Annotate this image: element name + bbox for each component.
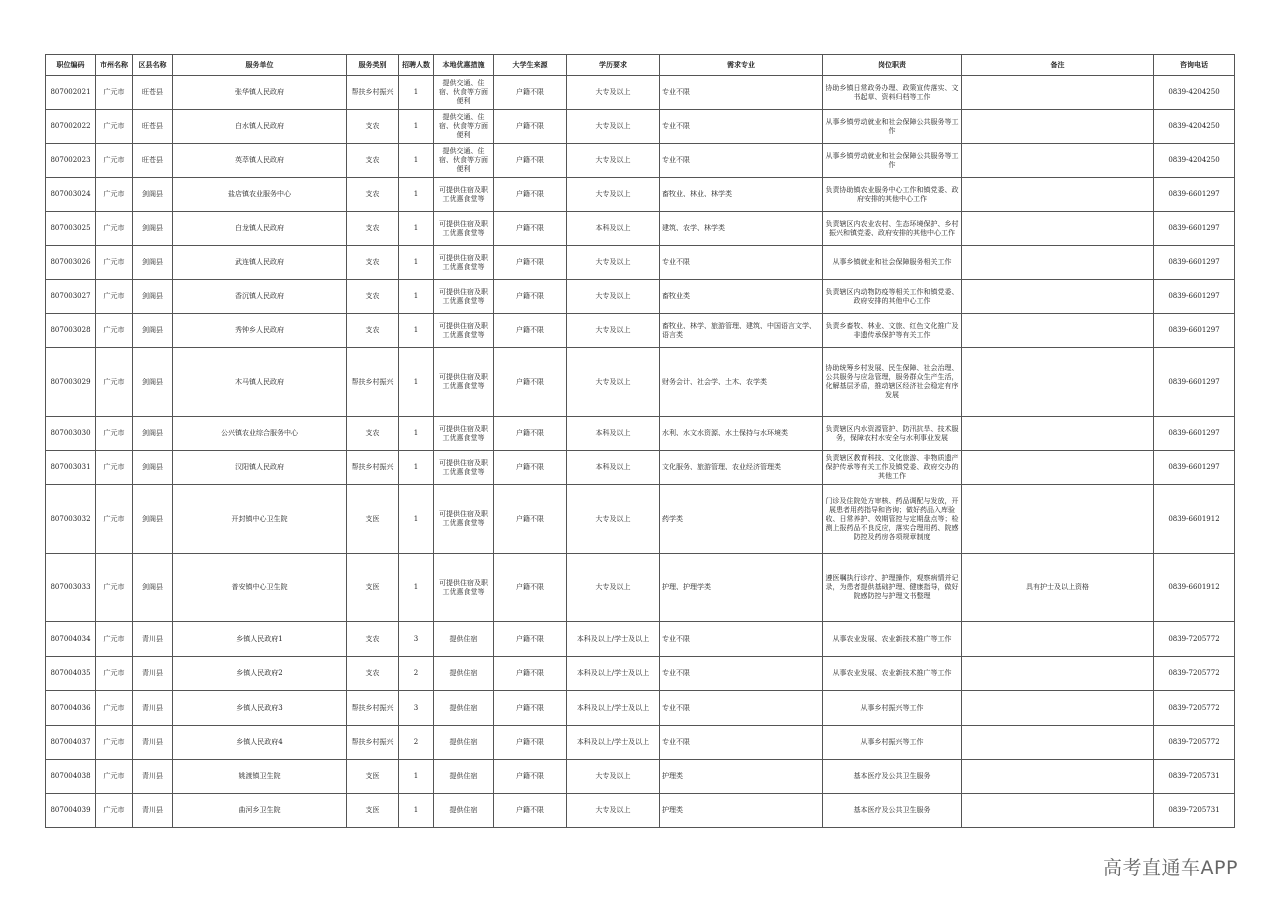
cell-duties: 门诊及住院处方审核、药品调配与发放，开展患者用药指导和咨询；做好药品入库验收、日常养护、效期管控与定期盘点等；检测上报药品不良反应，落实合理用药、院感防控及药房各项规章制度 [823, 485, 962, 554]
cell-service-unit: 乡镇人民政府1 [173, 622, 347, 657]
cell-major: 药学类 [660, 485, 823, 554]
cell-headcount: 3 [399, 691, 434, 726]
cell-duties: 从事乡村振兴等工作 [823, 726, 962, 760]
cell-remarks [962, 417, 1154, 451]
column-header-service-unit: 服务单位 [173, 55, 347, 76]
cell-county: 剑阁县 [133, 348, 173, 417]
cell-city: 广元市 [96, 178, 133, 212]
cell-city: 广元市 [96, 657, 133, 691]
cell-phone: 0839-6601297 [1154, 280, 1235, 314]
cell-headcount: 1 [399, 485, 434, 554]
cell-county: 剑阁县 [133, 485, 173, 554]
cell-major: 专业不限 [660, 691, 823, 726]
cell-headcount: 1 [399, 280, 434, 314]
table-header-row [46, 55, 1235, 76]
cell-phone: 0839-6601297 [1154, 246, 1235, 280]
cell-county: 青川县 [133, 691, 173, 726]
cell-remarks [962, 691, 1154, 726]
cell-duties: 负责辖区内水资源管护、防汛抗旱、技术服务，保障农村水安全与水利事业发展 [823, 417, 962, 451]
cell-service-unit: 张华镇人民政府 [173, 76, 347, 110]
cell-service-unit: 武连镇人民政府 [173, 246, 347, 280]
cell-remarks [962, 348, 1154, 417]
cell-service-unit: 乡镇人民政府2 [173, 657, 347, 691]
cell-major: 专业不限 [660, 76, 823, 110]
cell-education: 大专及以上 [567, 76, 660, 110]
cell-local-benefits: 可提供住宿及职工优惠食堂等 [434, 280, 494, 314]
table-row [46, 726, 1235, 760]
cell-county: 剑阁县 [133, 280, 173, 314]
cell-education: 本科及以上 [567, 451, 660, 485]
cell-position-code: 807003031 [46, 451, 96, 485]
cell-student-source: 户籍不限 [494, 794, 567, 828]
cell-service-unit: 曲河乡卫生院 [173, 794, 347, 828]
cell-position-code: 807003028 [46, 314, 96, 348]
cell-student-source: 户籍不限 [494, 451, 567, 485]
cell-remarks [962, 110, 1154, 144]
cell-duties: 基本医疗及公共卫生服务 [823, 760, 962, 794]
cell-phone: 0839-6601297 [1154, 314, 1235, 348]
cell-county: 旺苍县 [133, 144, 173, 178]
cell-city: 广元市 [96, 726, 133, 760]
cell-phone: 0839-7205772 [1154, 657, 1235, 691]
cell-position-code: 807003030 [46, 417, 96, 451]
cell-headcount: 1 [399, 760, 434, 794]
cell-student-source: 户籍不限 [494, 485, 567, 554]
cell-local-benefits: 可提供住宿及职工优惠食堂等 [434, 212, 494, 246]
cell-major: 专业不限 [660, 726, 823, 760]
cell-position-code: 807004036 [46, 691, 96, 726]
cell-service-unit: 盐店镇农业服务中心 [173, 178, 347, 212]
cell-county: 剑阁县 [133, 246, 173, 280]
cell-major: 护理类 [660, 794, 823, 828]
cell-city: 广元市 [96, 348, 133, 417]
cell-education: 大专及以上 [567, 794, 660, 828]
cell-position-code: 807003025 [46, 212, 96, 246]
cell-headcount: 1 [399, 246, 434, 280]
table-row [46, 110, 1235, 144]
cell-service-unit: 白龙镇人民政府 [173, 212, 347, 246]
cell-service-type: 帮扶乡村振兴 [347, 691, 399, 726]
cell-duties: 负责协助镇农业服务中心工作和镇党委、政府安排的其他中心工作 [823, 178, 962, 212]
cell-service-unit: 公兴镇农业综合服务中心 [173, 417, 347, 451]
cell-local-benefits: 提供交通、住宿、伙食等方面便利 [434, 144, 494, 178]
cell-headcount: 2 [399, 726, 434, 760]
watermark: 高考直通车APP [1103, 857, 1238, 879]
cell-service-type: 支医 [347, 760, 399, 794]
cell-position-code: 807004037 [46, 726, 96, 760]
cell-city: 广元市 [96, 451, 133, 485]
cell-phone: 0839-7205731 [1154, 760, 1235, 794]
cell-student-source: 户籍不限 [494, 280, 567, 314]
cell-major: 专业不限 [660, 657, 823, 691]
cell-duties: 协助乡镇日常政务办理、政策宣传落实、文书起草、资料归档等工作 [823, 76, 962, 110]
cell-education: 大专及以上 [567, 246, 660, 280]
cell-phone: 0839-6601912 [1154, 554, 1235, 622]
cell-service-unit: 乡镇人民政府4 [173, 726, 347, 760]
cell-major: 畜牧业、林学、旅游管理、建筑、中国语言文学、语言类 [660, 314, 823, 348]
cell-student-source: 户籍不限 [494, 144, 567, 178]
cell-duties: 负责乡畜牧、林业、文旅、红色文化推广及非遗传承保护等有关工作 [823, 314, 962, 348]
cell-position-code: 807003032 [46, 485, 96, 554]
cell-major: 建筑、农学、林学类 [660, 212, 823, 246]
cell-education: 本科及以上/学士及以上 [567, 622, 660, 657]
cell-local-benefits: 提供住宿 [434, 657, 494, 691]
cell-service-type: 支农 [347, 144, 399, 178]
cell-headcount: 3 [399, 622, 434, 657]
table-row [46, 417, 1235, 451]
cell-education: 大专及以上 [567, 110, 660, 144]
cell-major: 专业不限 [660, 622, 823, 657]
cell-local-benefits: 可提供住宿及职工优惠食堂等 [434, 348, 494, 417]
cell-position-code: 807002021 [46, 76, 96, 110]
cell-service-unit: 英萃镇人民政府 [173, 144, 347, 178]
cell-education: 本科及以上/学士及以上 [567, 657, 660, 691]
table-row [46, 212, 1235, 246]
cell-phone: 0839-7205731 [1154, 794, 1235, 828]
cell-local-benefits: 提供住宿 [434, 726, 494, 760]
cell-major: 畜牧业、林业、林学类 [660, 178, 823, 212]
cell-phone: 0839-7205772 [1154, 622, 1235, 657]
cell-service-unit: 木马镇人民政府 [173, 348, 347, 417]
column-header-major: 需求专业 [660, 55, 823, 76]
cell-phone: 0839-6601297 [1154, 178, 1235, 212]
cell-education: 大专及以上 [567, 178, 660, 212]
cell-education: 大专及以上 [567, 485, 660, 554]
cell-phone: 0839-4204250 [1154, 76, 1235, 110]
cell-education: 本科及以上/学士及以上 [567, 691, 660, 726]
cell-duties: 协助统筹乡村发展、民生保障、社会治理、公共服务与应急管理，服务群众生产生活，化解基层矛盾，推动辖区经济社会稳定有序发展 [823, 348, 962, 417]
cell-major: 畜牧业类 [660, 280, 823, 314]
cell-county: 旺苍县 [133, 110, 173, 144]
cell-county: 青川县 [133, 760, 173, 794]
cell-service-type: 支农 [347, 110, 399, 144]
cell-student-source: 户籍不限 [494, 212, 567, 246]
cell-remarks [962, 657, 1154, 691]
table-row [46, 76, 1235, 110]
cell-service-unit: 汉阳镇人民政府 [173, 451, 347, 485]
cell-service-type: 帮扶乡村振兴 [347, 76, 399, 110]
cell-local-benefits: 提供住宿 [434, 622, 494, 657]
cell-headcount: 1 [399, 348, 434, 417]
cell-position-code: 807003024 [46, 178, 96, 212]
cell-service-type: 帮扶乡村振兴 [347, 451, 399, 485]
cell-duties: 负责辖区内农业农村、生态环境保护、乡村振兴和镇党委、政府安排的其他中心工作 [823, 212, 962, 246]
cell-remarks [962, 794, 1154, 828]
cell-education: 大专及以上 [567, 280, 660, 314]
cell-service-type: 支医 [347, 794, 399, 828]
cell-position-code: 807004038 [46, 760, 96, 794]
cell-duties: 从事乡村振兴等工作 [823, 691, 962, 726]
cell-remarks [962, 178, 1154, 212]
cell-city: 广元市 [96, 212, 133, 246]
cell-student-source: 户籍不限 [494, 348, 567, 417]
cell-duties: 遵医嘱执行诊疗、护理操作，观察病情并记录，为患者提供基础护理、健康指导，做好院感防控与护理文书整理 [823, 554, 962, 622]
cell-county: 剑阁县 [133, 451, 173, 485]
cell-service-unit: 姚渡镇卫生院 [173, 760, 347, 794]
cell-education: 大专及以上 [567, 144, 660, 178]
cell-duties: 从事农业发展、农业新技术推广等工作 [823, 622, 962, 657]
cell-headcount: 2 [399, 657, 434, 691]
cell-service-type: 支农 [347, 178, 399, 212]
table-row [46, 246, 1235, 280]
cell-remarks [962, 212, 1154, 246]
cell-service-unit: 秀钟乡人民政府 [173, 314, 347, 348]
table-row [46, 622, 1235, 657]
cell-local-benefits: 可提供住宿及职工优惠食堂等 [434, 246, 494, 280]
cell-position-code: 807002022 [46, 110, 96, 144]
cell-service-type: 帮扶乡村振兴 [347, 348, 399, 417]
column-header-duties: 岗位职责 [823, 55, 962, 76]
table-row [46, 760, 1235, 794]
cell-headcount: 1 [399, 554, 434, 622]
cell-phone: 0839-7205772 [1154, 691, 1235, 726]
cell-phone: 0839-6601297 [1154, 348, 1235, 417]
cell-county: 剑阁县 [133, 417, 173, 451]
cell-position-code: 807004035 [46, 657, 96, 691]
cell-duties: 从事农业发展、农业新技术推广等工作 [823, 657, 962, 691]
cell-student-source: 户籍不限 [494, 554, 567, 622]
cell-education: 大专及以上 [567, 554, 660, 622]
cell-major: 文化服务、旅游管理、农业经济管理类 [660, 451, 823, 485]
cell-duties: 负责辖区内动物防疫等相关工作和镇党委、政府安排的其他中心工作 [823, 280, 962, 314]
cell-education: 大专及以上 [567, 760, 660, 794]
cell-student-source: 户籍不限 [494, 246, 567, 280]
cell-city: 广元市 [96, 622, 133, 657]
cell-service-type: 支医 [347, 554, 399, 622]
cell-phone: 0839-7205772 [1154, 726, 1235, 760]
table-row [46, 280, 1235, 314]
table-row [46, 144, 1235, 178]
table-row [46, 691, 1235, 726]
cell-city: 广元市 [96, 246, 133, 280]
cell-county: 青川县 [133, 622, 173, 657]
cell-education: 大专及以上 [567, 314, 660, 348]
table-row [46, 178, 1235, 212]
table-row [46, 451, 1235, 485]
cell-remarks: 具有护士及以上资格 [962, 554, 1154, 622]
cell-headcount: 1 [399, 178, 434, 212]
cell-duties: 从事乡镇就业和社会保障服务相关工作 [823, 246, 962, 280]
cell-student-source: 户籍不限 [494, 760, 567, 794]
cell-service-unit: 普安镇中心卫生院 [173, 554, 347, 622]
cell-service-type: 支农 [347, 212, 399, 246]
cell-remarks [962, 314, 1154, 348]
cell-city: 广元市 [96, 144, 133, 178]
cell-service-type: 支农 [347, 657, 399, 691]
cell-headcount: 1 [399, 451, 434, 485]
cell-city: 广元市 [96, 794, 133, 828]
cell-position-code: 807004034 [46, 622, 96, 657]
cell-remarks [962, 726, 1154, 760]
column-header-position-code: 职位编码 [46, 55, 96, 76]
cell-county: 旺苍县 [133, 76, 173, 110]
cell-education: 本科及以上/学士及以上 [567, 726, 660, 760]
cell-city: 广元市 [96, 554, 133, 622]
cell-remarks [962, 246, 1154, 280]
table-row [46, 657, 1235, 691]
cell-position-code: 807004039 [46, 794, 96, 828]
cell-duties: 负责辖区教育科技、文化旅游、非物质遗产保护传承等有关工作及镇党委、政府交办的其他工作 [823, 451, 962, 485]
cell-local-benefits: 可提供住宿及职工优惠食堂等 [434, 554, 494, 622]
recruitment-table [45, 54, 1235, 828]
cell-duties: 基本医疗及公共卫生服务 [823, 794, 962, 828]
column-header-county: 区县名称 [133, 55, 173, 76]
cell-city: 广元市 [96, 485, 133, 554]
cell-phone: 0839-6601297 [1154, 212, 1235, 246]
column-header-remarks: 备注 [962, 55, 1154, 76]
cell-headcount: 1 [399, 417, 434, 451]
cell-county: 青川县 [133, 726, 173, 760]
cell-city: 广元市 [96, 417, 133, 451]
cell-position-code: 807002023 [46, 144, 96, 178]
cell-local-benefits: 提供交通、住宿、伙食等方面便利 [434, 76, 494, 110]
table-row [46, 485, 1235, 554]
cell-city: 广元市 [96, 760, 133, 794]
column-header-service-type: 服务类别 [347, 55, 399, 76]
column-header-city: 市州名称 [96, 55, 133, 76]
cell-service-type: 支农 [347, 280, 399, 314]
cell-headcount: 1 [399, 110, 434, 144]
cell-county: 剑阁县 [133, 314, 173, 348]
cell-local-benefits: 可提供住宿及职工优惠食堂等 [434, 417, 494, 451]
cell-student-source: 户籍不限 [494, 622, 567, 657]
cell-student-source: 户籍不限 [494, 726, 567, 760]
cell-remarks [962, 451, 1154, 485]
cell-service-type: 支农 [347, 622, 399, 657]
cell-remarks [962, 144, 1154, 178]
cell-remarks [962, 622, 1154, 657]
cell-position-code: 807003026 [46, 246, 96, 280]
cell-education: 本科及以上 [567, 212, 660, 246]
cell-phone: 0839-4204250 [1154, 110, 1235, 144]
cell-major: 护理、护理学类 [660, 554, 823, 622]
cell-city: 广元市 [96, 314, 133, 348]
column-header-education: 学历要求 [567, 55, 660, 76]
cell-headcount: 1 [399, 76, 434, 110]
cell-remarks [962, 280, 1154, 314]
cell-phone: 0839-4204250 [1154, 144, 1235, 178]
column-header-headcount: 招聘人数 [399, 55, 434, 76]
cell-education: 本科及以上 [567, 417, 660, 451]
cell-local-benefits: 可提供住宿及职工优惠食堂等 [434, 485, 494, 554]
cell-position-code: 807003033 [46, 554, 96, 622]
cell-duties: 从事乡镇劳动就业和社会保障公共服务等工作 [823, 110, 962, 144]
cell-service-type: 帮扶乡村振兴 [347, 726, 399, 760]
cell-phone: 0839-6601297 [1154, 417, 1235, 451]
cell-education: 大专及以上 [567, 348, 660, 417]
cell-phone: 0839-6601297 [1154, 451, 1235, 485]
table-row [46, 314, 1235, 348]
column-header-phone: 咨询电话 [1154, 55, 1235, 76]
cell-local-benefits: 可提供住宿及职工优惠食堂等 [434, 451, 494, 485]
table-row [46, 554, 1235, 622]
cell-student-source: 户籍不限 [494, 76, 567, 110]
cell-headcount: 1 [399, 794, 434, 828]
cell-service-unit: 开封镇中心卫生院 [173, 485, 347, 554]
cell-student-source: 户籍不限 [494, 657, 567, 691]
cell-student-source: 户籍不限 [494, 417, 567, 451]
cell-service-type: 支农 [347, 246, 399, 280]
cell-service-type: 支医 [347, 485, 399, 554]
cell-county: 青川县 [133, 657, 173, 691]
cell-student-source: 户籍不限 [494, 110, 567, 144]
cell-city: 广元市 [96, 691, 133, 726]
cell-remarks [962, 760, 1154, 794]
table-body [46, 76, 1235, 828]
cell-major: 财务会计、社会学、土木、农学类 [660, 348, 823, 417]
cell-local-benefits: 可提供住宿及职工优惠食堂等 [434, 178, 494, 212]
cell-local-benefits: 可提供住宿及职工优惠食堂等 [434, 314, 494, 348]
cell-county: 剑阁县 [133, 178, 173, 212]
cell-headcount: 1 [399, 144, 434, 178]
cell-major: 专业不限 [660, 246, 823, 280]
cell-remarks [962, 76, 1154, 110]
cell-city: 广元市 [96, 76, 133, 110]
cell-service-unit: 香沉镇人民政府 [173, 280, 347, 314]
cell-position-code: 807003027 [46, 280, 96, 314]
cell-major: 专业不限 [660, 144, 823, 178]
cell-headcount: 1 [399, 212, 434, 246]
cell-service-type: 支农 [347, 314, 399, 348]
cell-student-source: 户籍不限 [494, 314, 567, 348]
cell-student-source: 户籍不限 [494, 691, 567, 726]
table-row [46, 794, 1235, 828]
cell-local-benefits: 提供住宿 [434, 760, 494, 794]
cell-major: 护理类 [660, 760, 823, 794]
cell-phone: 0839-6601912 [1154, 485, 1235, 554]
cell-service-unit: 乡镇人民政府3 [173, 691, 347, 726]
cell-major: 水利、水文水资源、水土保持与水环境类 [660, 417, 823, 451]
cell-service-unit: 白水镇人民政府 [173, 110, 347, 144]
cell-duties: 从事乡镇劳动就业和社会保障公共服务等工作 [823, 144, 962, 178]
cell-county: 青川县 [133, 794, 173, 828]
cell-city: 广元市 [96, 280, 133, 314]
cell-student-source: 户籍不限 [494, 178, 567, 212]
cell-county: 剑阁县 [133, 554, 173, 622]
cell-service-type: 支农 [347, 417, 399, 451]
cell-county: 剑阁县 [133, 212, 173, 246]
cell-local-benefits: 提供交通、住宿、伙食等方面便利 [434, 110, 494, 144]
cell-city: 广元市 [96, 110, 133, 144]
cell-major: 专业不限 [660, 110, 823, 144]
cell-headcount: 1 [399, 314, 434, 348]
table-row [46, 348, 1235, 417]
column-header-student-source: 大学生来源 [494, 55, 567, 76]
cell-position-code: 807003029 [46, 348, 96, 417]
cell-remarks [962, 485, 1154, 554]
column-header-local-benefits: 本地优惠措施 [434, 55, 494, 76]
cell-local-benefits: 提供住宿 [434, 691, 494, 726]
cell-local-benefits: 提供住宿 [434, 794, 494, 828]
